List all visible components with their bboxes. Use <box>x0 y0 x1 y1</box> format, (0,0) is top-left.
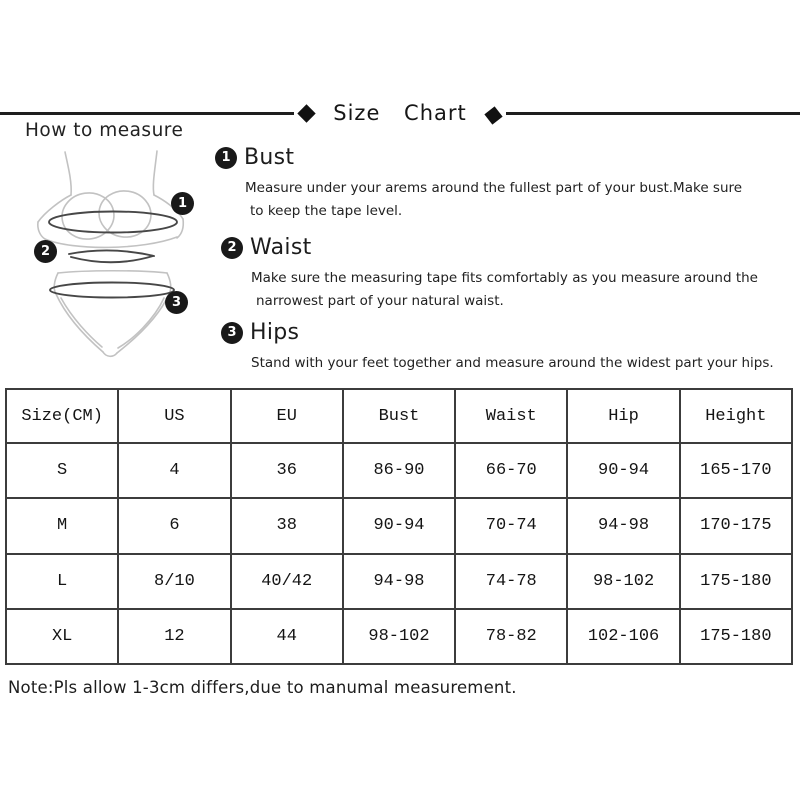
diamond-icon-left <box>298 104 316 122</box>
table-cell: 6 <box>118 498 230 553</box>
size-table <box>5 388 793 665</box>
header-rule-left <box>0 112 294 115</box>
table-cell: 12 <box>118 609 230 664</box>
table-row <box>6 609 792 664</box>
header-rule-right <box>506 112 800 115</box>
table-cell: 78-82 <box>455 609 567 664</box>
section-hips <box>221 320 796 375</box>
waist-description-line1: Make sure the measuring tape fits comfortably as you measure around the <box>251 270 758 286</box>
waist-title: Waist <box>250 235 312 260</box>
table-row <box>6 498 792 553</box>
table-cell: 94-98 <box>567 498 679 553</box>
table-cell: 4 <box>118 443 230 498</box>
bikini-measure-illustration <box>25 145 235 380</box>
waist-number-badge: 2 <box>221 237 243 259</box>
column-header: Hip <box>567 389 679 443</box>
table-row <box>6 443 792 498</box>
table-cell: 175-180 <box>680 609 792 664</box>
hips-number-badge: 3 <box>221 322 243 344</box>
table-cell: 165-170 <box>680 443 792 498</box>
column-header: Size(CM) <box>6 389 118 443</box>
bust-number-badge: 1 <box>215 147 237 169</box>
table-cell: 90-94 <box>567 443 679 498</box>
measurement-note: Note:Pls allow 1-3cm differs,due to manumal measurement. <box>8 678 517 697</box>
waist-description-line2: narrowest part of your natural waist. <box>256 293 504 309</box>
section-waist-heading <box>221 235 796 260</box>
section-bust-heading <box>215 145 790 170</box>
measure-marker-3: 3 <box>165 291 188 314</box>
table-cell: 98-102 <box>567 554 679 609</box>
table-cell: 170-175 <box>680 498 792 553</box>
section-hips-heading <box>221 320 796 345</box>
table-cell: S <box>6 443 118 498</box>
waist-description <box>251 267 796 313</box>
measure-marker-2: 2 <box>34 240 57 263</box>
hips-description-line1: Stand with your feet together and measure around the widest part your hips. <box>251 355 774 371</box>
measure-marker-1: 1 <box>171 192 194 215</box>
table-cell: 74-78 <box>455 554 567 609</box>
table-cell: 66-70 <box>455 443 567 498</box>
bust-description-line2: to keep the tape level. <box>250 203 403 219</box>
bust-description <box>245 177 790 223</box>
table-cell: 70-74 <box>455 498 567 553</box>
hips-description <box>251 352 796 375</box>
column-header: Waist <box>455 389 567 443</box>
table-cell: 40/42 <box>231 554 343 609</box>
table-row <box>6 554 792 609</box>
diamond-icon-right <box>484 106 502 124</box>
bust-description-line1: Measure under your arems around the fullest part of your bust.Make sure <box>245 180 743 196</box>
table-cell: 102-106 <box>567 609 679 664</box>
column-header: US <box>118 389 230 443</box>
size-table-header <box>6 389 792 443</box>
size-table-body <box>6 443 792 664</box>
table-cell: 36 <box>231 443 343 498</box>
table-cell: 86-90 <box>343 443 455 498</box>
table-cell: L <box>6 554 118 609</box>
column-header: Height <box>680 389 792 443</box>
column-header: Bust <box>343 389 455 443</box>
table-cell: 8/10 <box>118 554 230 609</box>
hips-title: Hips <box>250 320 300 345</box>
column-header: EU <box>231 389 343 443</box>
table-cell: M <box>6 498 118 553</box>
table-cell: 38 <box>231 498 343 553</box>
table-cell: 98-102 <box>343 609 455 664</box>
bust-title: Bust <box>244 145 295 170</box>
table-cell: 44 <box>231 609 343 664</box>
table-cell: 90-94 <box>343 498 455 553</box>
table-cell: 175-180 <box>680 554 792 609</box>
table-cell: 94-98 <box>343 554 455 609</box>
table-cell: XL <box>6 609 118 664</box>
section-bust <box>215 145 790 223</box>
header-row <box>6 389 792 443</box>
how-to-measure-title: How to measure <box>25 120 184 141</box>
page-title: Size Chart <box>333 101 467 125</box>
section-waist <box>221 235 796 313</box>
